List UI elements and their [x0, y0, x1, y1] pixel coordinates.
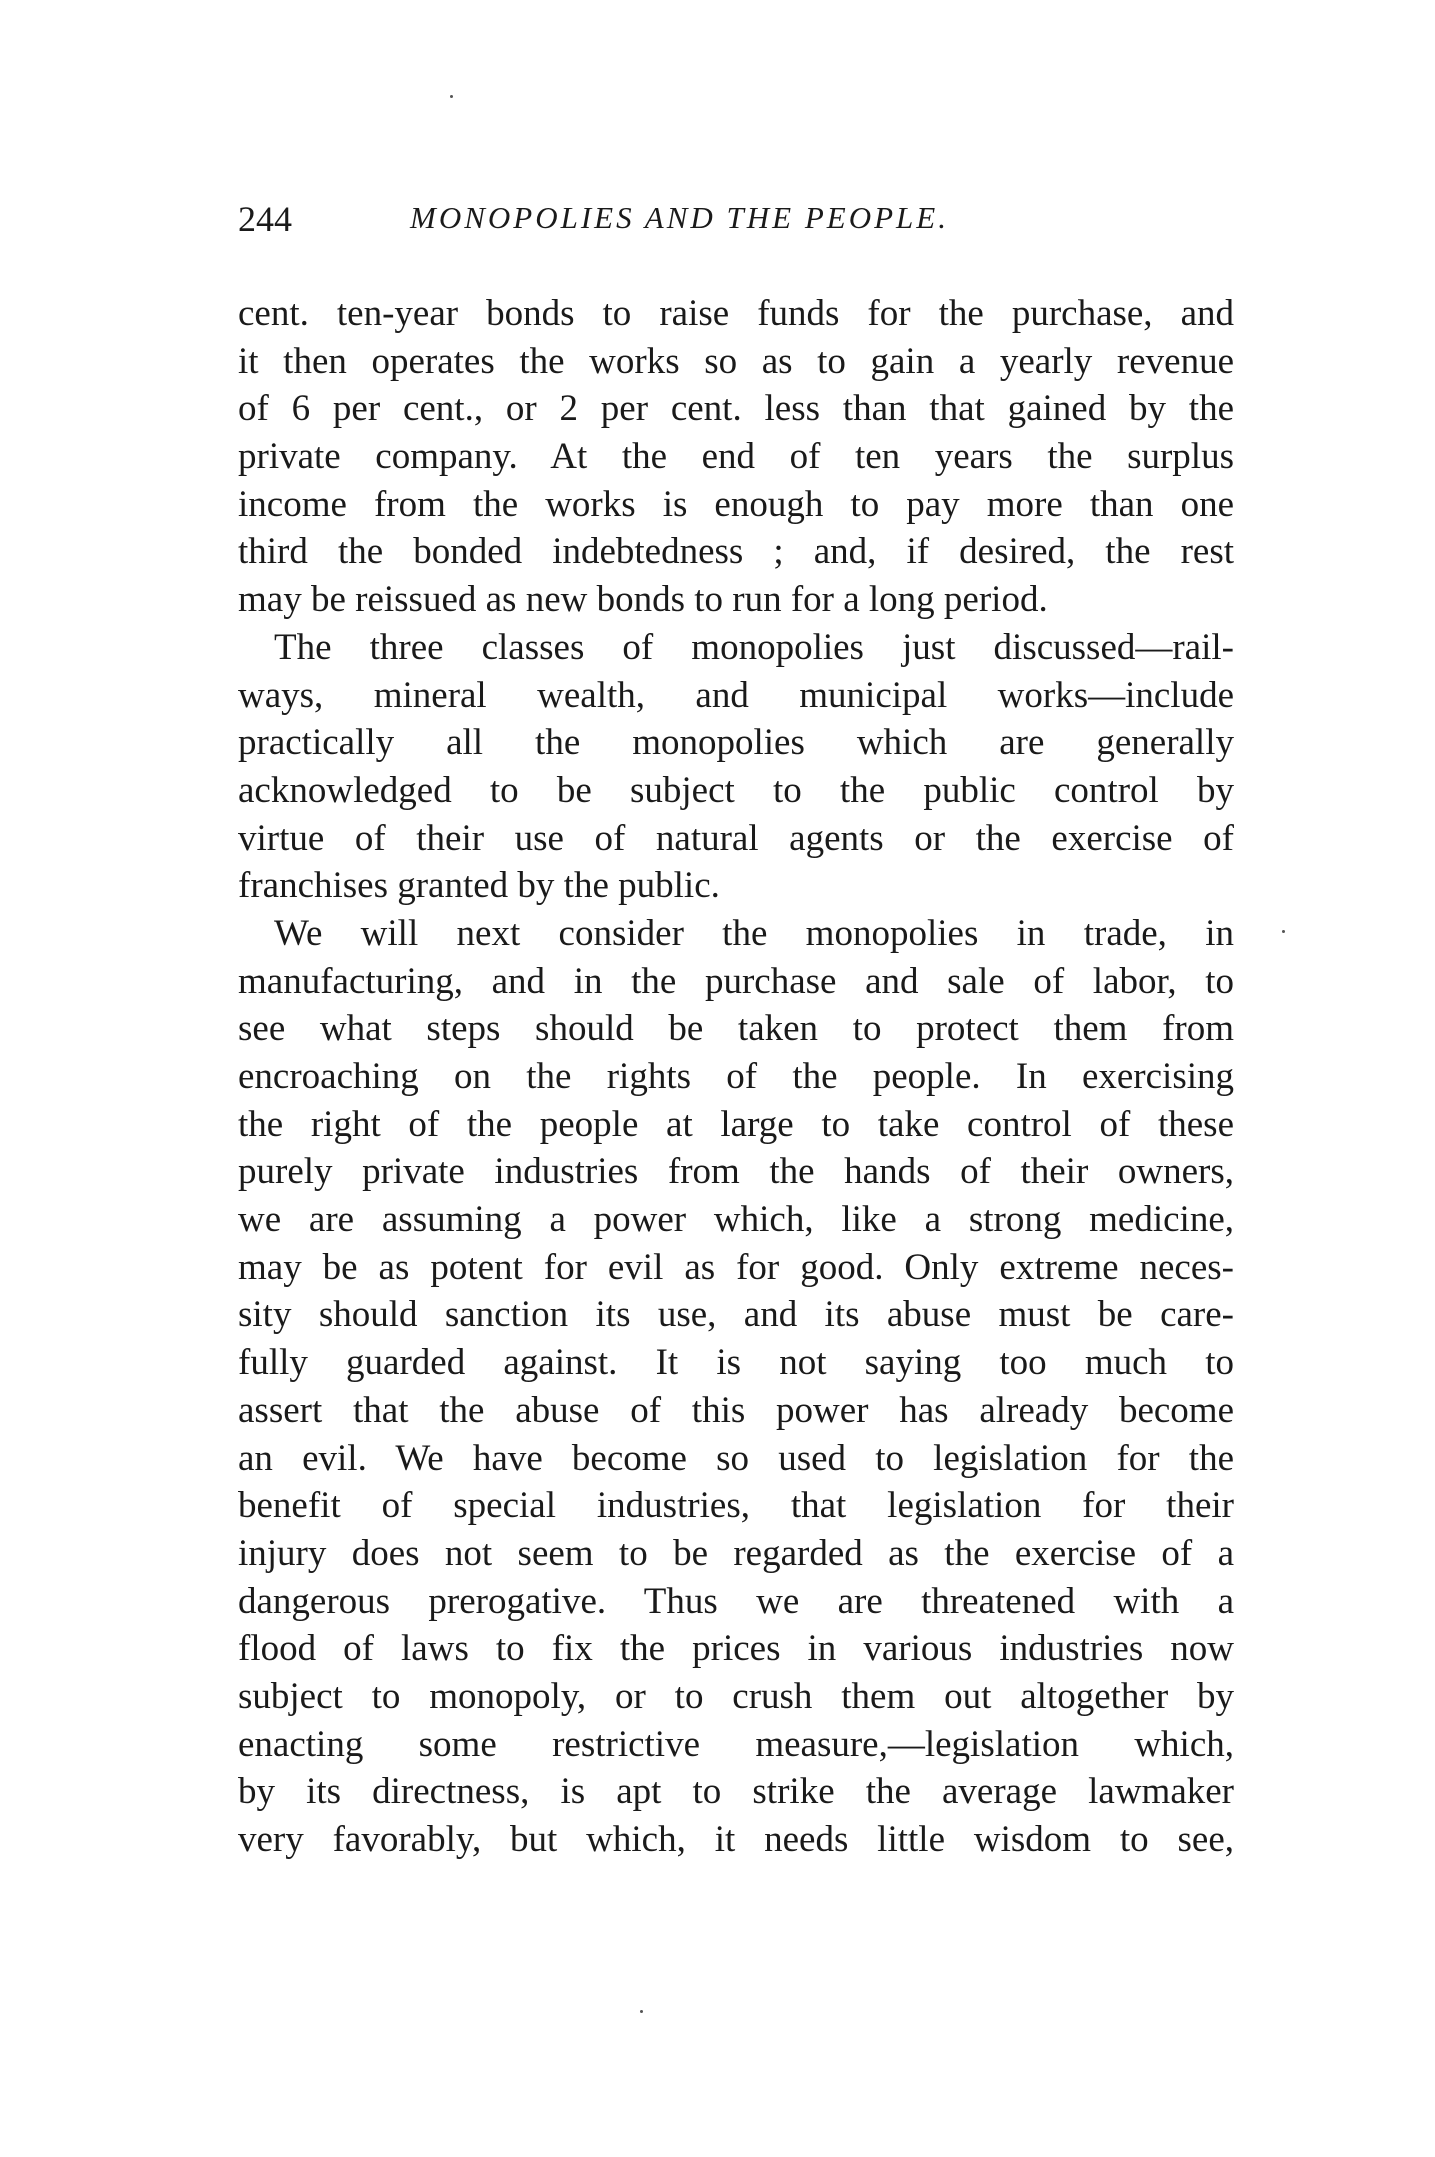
text-line: may be as potent for evil as for good. Only extreme neces-: [238, 1246, 1234, 1288]
text-line: encroaching on the rights of the people. In exercising: [238, 1056, 1234, 1097]
text-line: third the bonded indebtedness ; and, if desired, the rest: [238, 531, 1234, 573]
page-header: [238, 198, 1238, 248]
text-line: may be reissued as new bonds to run for a long period.: [238, 579, 1048, 621]
text-line: flood of laws to fix the prices in various industries now: [238, 1628, 1234, 1670]
text-line: sity should sanction its use, and its abuse must be care-: [238, 1294, 1234, 1336]
text-line: acknowledged to be subject to the public control by: [238, 769, 1234, 811]
text-line: virtue of their use of natural agents or the exercise of: [238, 817, 1234, 859]
text-line: the right of the people at large to take control of these: [238, 1103, 1234, 1145]
text-line: fully guarded against. It is not saying too much to: [238, 1342, 1234, 1384]
text-line: by its directness, is apt to strike the average lawmaker: [238, 1771, 1234, 1813]
text-line: see what steps should be taken to protect them from: [238, 1008, 1234, 1050]
running-title: MONOPOLIES AND THE PEOPLE.: [410, 200, 949, 235]
text-line: assert that the abuse of this power has already become: [238, 1389, 1234, 1431]
page-body-text: [238, 290, 1234, 1864]
scan-speck: [640, 2010, 643, 2013]
scan-speck: [450, 95, 453, 98]
text-line: We will next consider the monopolies in trade, in: [274, 912, 1234, 954]
text-line: The three classes of monopolies just discussed—rail-: [274, 626, 1234, 668]
text-line: practically all the monopolies which are generally: [238, 722, 1234, 764]
text-line: very favorably, but which, it needs little wisdom to see,: [238, 1819, 1234, 1860]
text-line: private company. At the end of ten years the surplus: [238, 436, 1234, 478]
text-line: income from the works is enough to pay more than one: [238, 483, 1234, 525]
text-line: enacting some restrictive measure,—legislation which,: [238, 1723, 1234, 1765]
text-line: ways, mineral wealth, and municipal works—include: [238, 674, 1234, 716]
text-line: purely private industries from the hands of their owners,: [238, 1151, 1234, 1193]
text-line: dangerous prerogative. Thus we are threatened with a: [238, 1580, 1234, 1622]
text-line: we are assuming a power which, like a strong medicine,: [238, 1199, 1234, 1241]
text-line: an evil. We have become so used to legislation for the: [238, 1437, 1234, 1479]
text-line: it then operates the works so as to gain a yearly revenue: [238, 340, 1234, 382]
text-line: franchises granted by the public.: [238, 865, 720, 907]
text-line: injury does not seem to be regarded as the exercise of a: [238, 1532, 1234, 1574]
text-line: subject to monopoly, or to crush them out altogether by: [238, 1675, 1234, 1717]
text-line: of 6 per cent., or 2 per cent. less than that gained by the: [238, 388, 1234, 430]
text-line: cent. ten-year bonds to raise funds for the purchase, and: [238, 293, 1234, 334]
text-line: manufacturing, and in the purchase and sale of labor, to: [238, 960, 1234, 1002]
text-line: benefit of special industries, that legislation for their: [238, 1485, 1234, 1527]
scan-speck: [1282, 930, 1285, 933]
page-number: 244: [238, 199, 292, 239]
